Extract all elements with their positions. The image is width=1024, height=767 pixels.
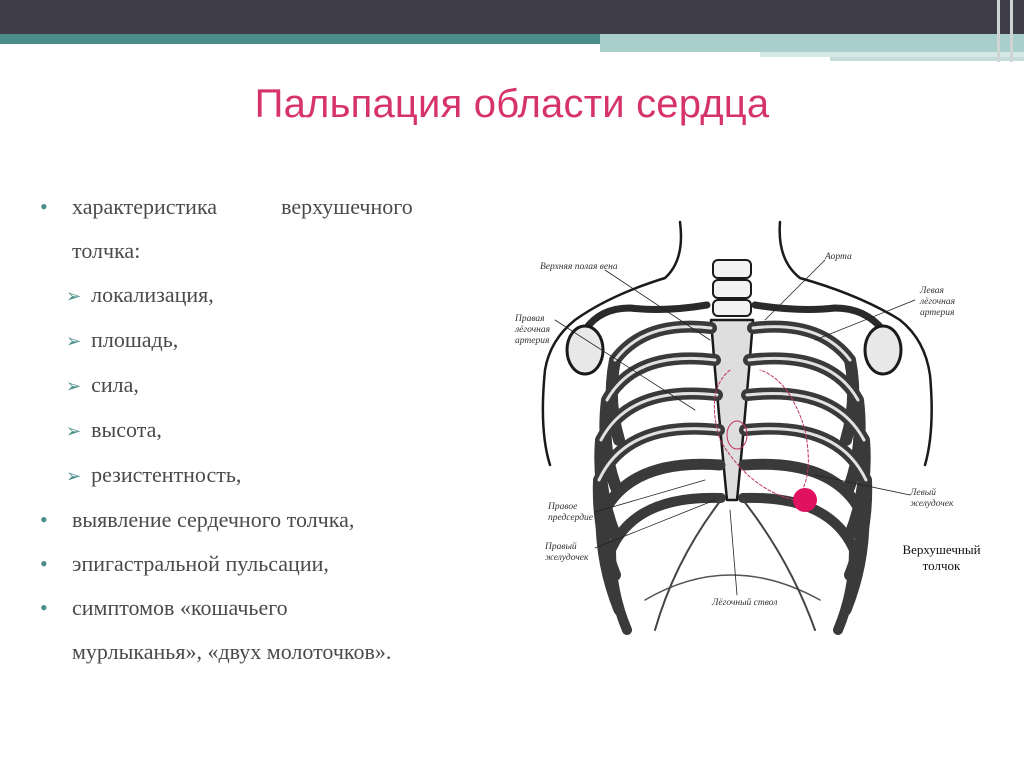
list-item-text: верхушечного (281, 194, 413, 219)
neck-outline (665, 222, 681, 278)
bullet-list (40, 185, 470, 674)
sub-list-item-text: плошадь, (91, 327, 179, 352)
label-right-atrium: Правое предсердие (548, 502, 593, 523)
label-right-ventricle: Правый желудочек (545, 542, 589, 563)
vertebra (713, 280, 751, 298)
list-item (40, 498, 470, 542)
sub-list-item-text: сила, (91, 372, 139, 397)
header-divider (1010, 0, 1013, 62)
apex-beat-label: Верхушечный толчок (902, 542, 981, 573)
list-item (40, 185, 470, 273)
list-item (40, 542, 470, 586)
sub-list-item-text: локализация, (91, 282, 214, 307)
list-item-text-cont: толчка: (72, 238, 141, 263)
arrow-icon: ➢ (66, 466, 82, 486)
header-bar (0, 0, 1024, 34)
costal-margin (743, 500, 815, 630)
list-item-text: выявление сердечного толчка, (72, 507, 355, 532)
label-superior-vena-cava: Верхняя полая вена (540, 262, 618, 272)
sub-list-item-text: высота, (91, 417, 162, 442)
list-item-text: симптомов «кошачьего (72, 595, 288, 620)
arrow-icon: ➢ (66, 421, 82, 441)
vertebra (713, 300, 751, 316)
rib-left (611, 498, 721, 630)
rib-right (743, 498, 854, 630)
sub-list-item (40, 453, 470, 498)
label-right-pulmonary-artery: Правая лёгочная артерия (515, 314, 550, 346)
vertebra (713, 260, 751, 278)
arrow-icon: ➢ (66, 286, 82, 306)
bullet-marker: • (40, 595, 48, 620)
sub-list-item (40, 273, 470, 318)
bullet-marker: • (40, 507, 48, 532)
list-item-text: характеристика (72, 194, 218, 219)
list-item-text-cont: мурлыканья», «двух молоточков». (72, 639, 392, 664)
label-aorta: Аорта (825, 252, 852, 262)
list-item (40, 586, 470, 674)
sub-list-item (40, 318, 470, 363)
sub-list-item (40, 363, 470, 408)
label-left-ventricle: Левый желудочек (910, 488, 954, 509)
arrow-icon: ➢ (66, 331, 82, 351)
sternum (711, 320, 753, 500)
sub-list-item (40, 408, 470, 453)
arrow-icon: ➢ (66, 376, 82, 396)
costal-margin (655, 500, 721, 630)
neck-outline (780, 222, 800, 278)
header-divider (997, 0, 1000, 62)
apex-beat-marker (793, 488, 817, 512)
header-stripe-thin-2 (830, 57, 1024, 61)
bullet-marker: • (40, 551, 48, 576)
leader-line (730, 510, 737, 595)
humerus-right (865, 326, 901, 374)
label-pulmonary-trunk: Лёгочный ствол (712, 598, 778, 608)
bullet-marker: • (40, 194, 48, 219)
humerus-left (567, 326, 603, 374)
slide-title: Пальпация области сердца (254, 82, 770, 126)
label-left-pulmonary-artery: Левая лёгочная артерия (920, 286, 955, 318)
header-stripe-light (600, 34, 1024, 52)
list-item-text: эпигастральной пульсации, (72, 551, 329, 576)
sub-list-item-text: резистентность, (91, 462, 242, 487)
